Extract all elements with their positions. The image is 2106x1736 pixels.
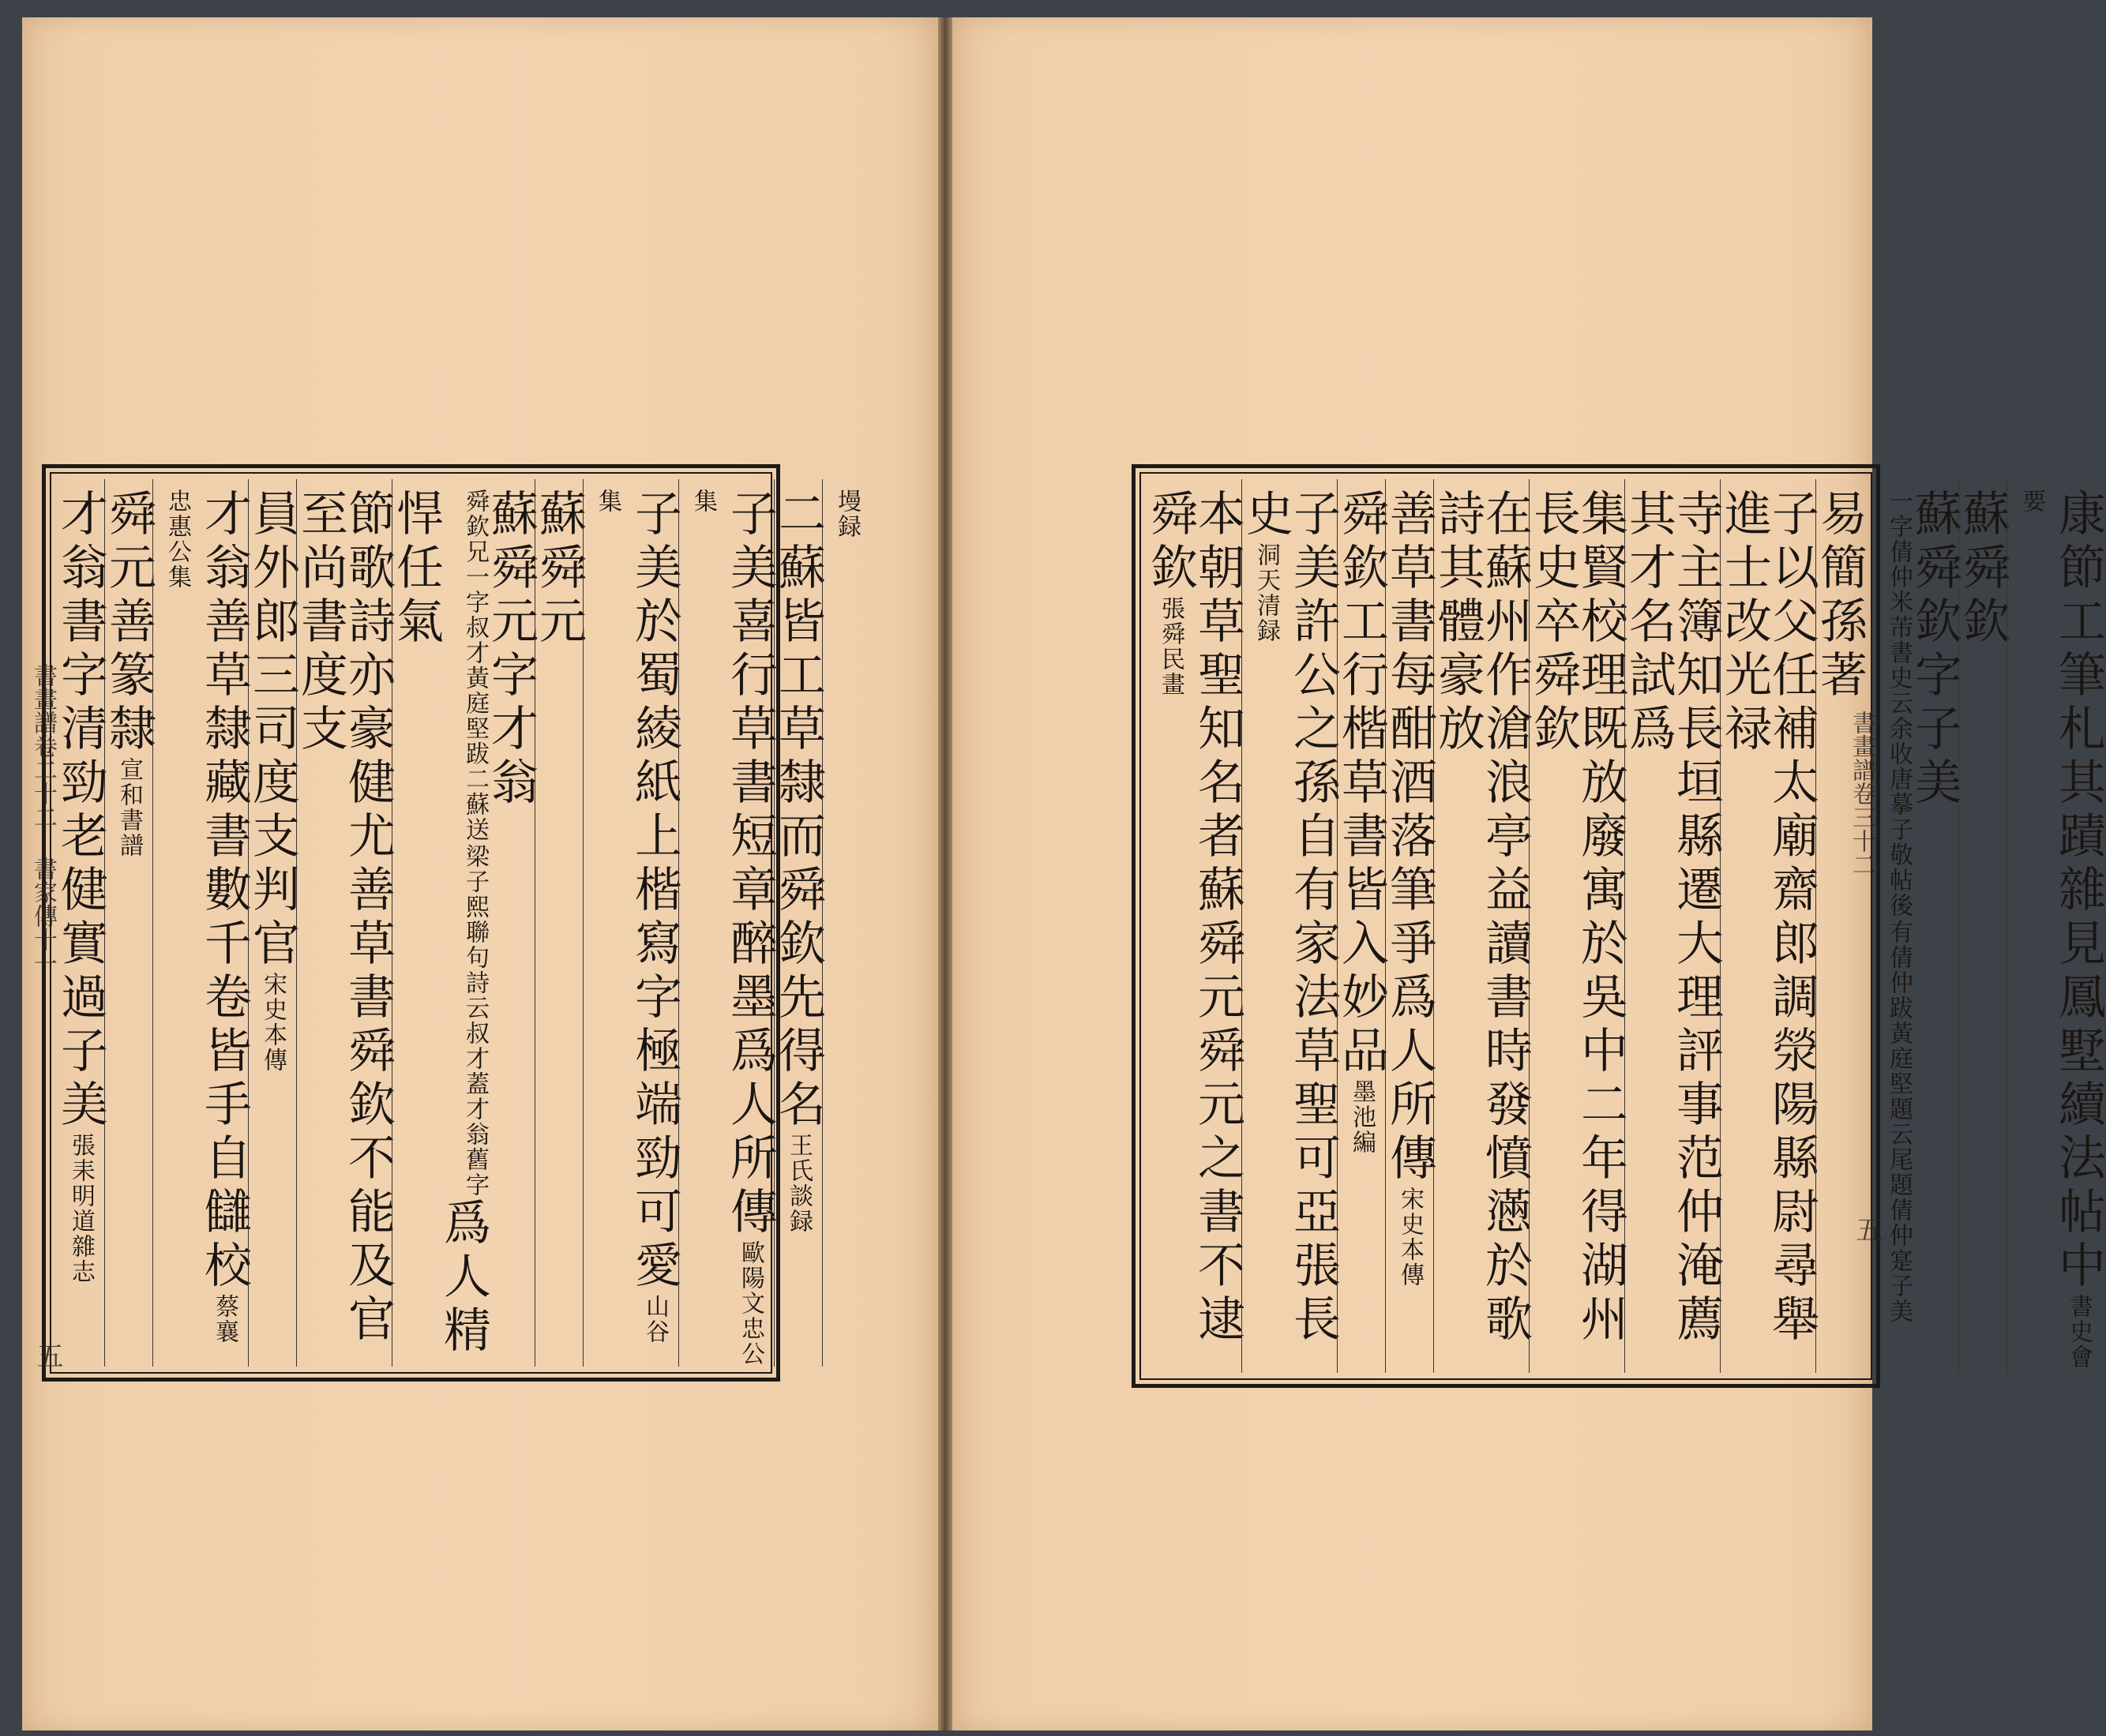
note-line: 梁子熙聯句詩云叔才蓋才翁舊字 [461, 844, 489, 1198]
column-text [389, 479, 539, 1367]
source-note: 墨池編 [1348, 1079, 1376, 1155]
column-text [1955, 479, 2010, 650]
right_page-column [1382, 479, 1437, 1373]
column-text [1812, 479, 1962, 1373]
column-text [823, 479, 870, 539]
right_page-column [1717, 479, 1819, 1373]
right_page-column [1143, 479, 1245, 1373]
right-text-block [1132, 464, 2106, 1388]
main-text-continued: 易簡孫著 [1812, 489, 1868, 703]
main-text: 子以父任補太廟齋郎調滎陽縣尉尋舉進士改光禄 [1717, 489, 1819, 1348]
left_page-column [152, 479, 252, 1367]
column-text [293, 479, 396, 1367]
right_page-column [1526, 479, 1628, 1373]
left-edge-folio: 五 [32, 1342, 63, 1369]
source-note: 宋史本傳 [259, 972, 287, 1073]
right_page-column [1621, 479, 1724, 1373]
left_page-column [531, 479, 587, 1367]
main-text: 才翁善草隸藏書數千卷皆手自讎校 [197, 489, 252, 1294]
column-text [1334, 479, 1389, 1155]
main-text: 康節工筆札其蹟雜見鳳墅續法帖中 [2051, 489, 2106, 1294]
right_page-column [1238, 479, 1341, 1373]
main-text: 才翁書字清勁老健實過子美 [53, 489, 108, 1133]
source-note: 歐陽文忠公集 [689, 489, 764, 1367]
source-note: 蔡襄忠惠公集 [163, 489, 238, 1344]
main-text: 寺主簿知長垣縣遷大理評事范仲淹薦其才名試爲 [1621, 489, 1724, 1348]
source-note: 宣和書譜 [115, 757, 143, 858]
main-text: 善草書每酣酒落筆爭爲人所傳 [1382, 489, 1437, 1187]
source-note: 張舜民畫 [1157, 596, 1184, 697]
source-note: 洞天清録 [1252, 542, 1280, 643]
source-note: 書史會要 [2018, 489, 2093, 1370]
note-line: 舜欽兄一字叔才黃庭堅跋二蘇送 [461, 489, 489, 842]
double-line-note [1886, 489, 1912, 1324]
left-edge-title: 書畫譜卷二十二 書家傳十一 [29, 663, 57, 975]
double-line-note [463, 489, 488, 1198]
main-text: 蘇舜元字才翁 [483, 489, 539, 811]
column-text [771, 479, 826, 1234]
column-text [584, 479, 682, 1367]
left-text-block [42, 464, 861, 1382]
main-text: 員外郎三司度支判官 [245, 489, 300, 972]
column-text [153, 479, 252, 1367]
main-text: 蘇舜元 [531, 489, 587, 650]
column-text [101, 479, 156, 858]
source-note: 宋史本傳 [1396, 1187, 1424, 1288]
book-gutter [938, 17, 952, 1730]
source-note: 墁録 [833, 489, 861, 539]
main-text: 蘇舜欽 [1955, 489, 2010, 650]
main-text: 集賢校理既放廢寓於吳中二年得湖州長史卒舜欽 [1526, 489, 1628, 1348]
main-text: 節歌詩亦豪健尤善草書舜欽不能及官至尚書度支 [293, 489, 396, 1348]
column-text [2007, 479, 2106, 1373]
right-edge-title: 書畫譜卷三十二 [1848, 711, 1875, 876]
main-text: 舜欽工行楷草書皆入妙品 [1334, 489, 1389, 1079]
column-text [245, 479, 300, 1073]
column-text [1430, 479, 1533, 1373]
column-text [1143, 479, 1245, 1373]
main-text: 子美於蜀綾紙上楷寫字極端勁可愛 [627, 489, 682, 1294]
main-text: 舜元善篆隸 [101, 489, 156, 757]
source-note: 山谷集 [594, 489, 669, 1344]
left_page-column [822, 479, 870, 1367]
right_page-column [1955, 479, 2010, 1373]
right_page-column [2007, 479, 2106, 1373]
right_page-column [1334, 479, 1389, 1373]
main-text: 蘇舜欽字子美 [1907, 489, 1962, 811]
left_page-column [583, 479, 682, 1367]
main-text: 子美許公之孫自有家法草聖可亞張長史 [1238, 489, 1341, 1348]
right_page-column [1430, 479, 1533, 1373]
column-text [1526, 479, 1628, 1373]
column-text [1238, 479, 1341, 1373]
left_page-column [293, 479, 396, 1367]
main-text-continued: 爲人精悍任氣 [389, 489, 491, 1359]
left_page-column [771, 479, 826, 1367]
column-text [531, 479, 587, 650]
left_page-column [245, 479, 300, 1367]
column-text [1717, 479, 1819, 1373]
main-text: 本朝草聖知名者蘇舜元舜元之書不逮舜欽 [1143, 489, 1245, 1348]
column-text [679, 479, 778, 1367]
source-note: 王氏談録 [785, 1133, 813, 1234]
left_page-column [389, 479, 539, 1367]
note-line: 一字倩仲米芾書史云余收唐摹子敬帖後 [1885, 489, 1913, 918]
left_page-column [53, 479, 108, 1367]
right_page-column [1812, 479, 1962, 1373]
source-note: 張耒明道雜志 [67, 1133, 95, 1284]
column-text [1621, 479, 1724, 1373]
main-text: 子美喜行草書短章醉墨爲人所傳 [723, 489, 778, 1240]
main-text: 二蘇皆工草隸而舜欽先得名 [771, 489, 826, 1133]
main-text: 在蘇州作滄浪亭益讀書時發憤懣於歌詩其體豪放 [1430, 489, 1533, 1348]
column-text [1382, 479, 1437, 1288]
right-edge-folio: 五 [1851, 1216, 1883, 1243]
left_page-column [678, 479, 778, 1367]
note-line: 有倩仲跋黃庭堅題云尾題倩仲寔子美 [1885, 920, 1913, 1324]
column-text [53, 479, 108, 1284]
left_page-column [101, 479, 156, 1367]
